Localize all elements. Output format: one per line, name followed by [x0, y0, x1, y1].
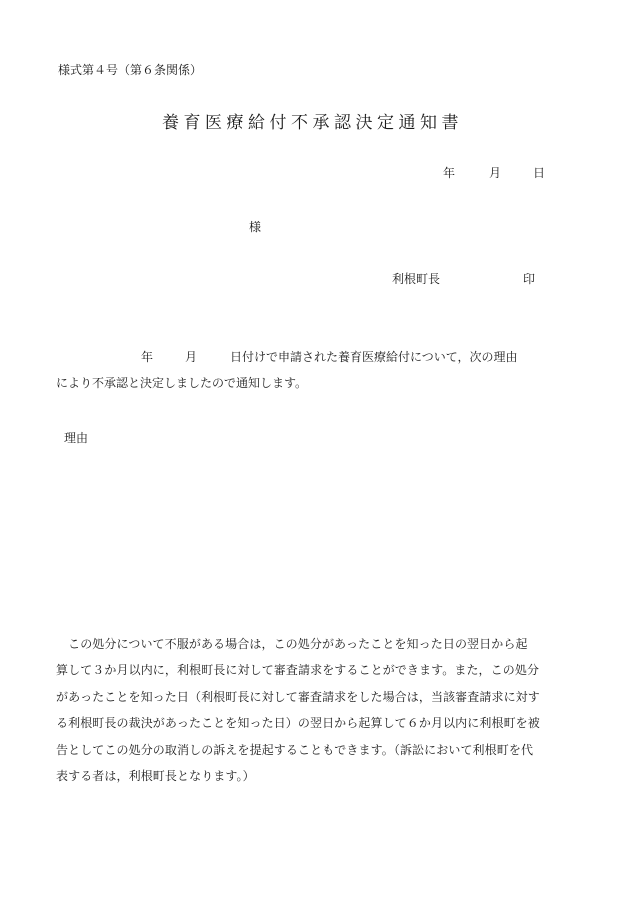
date-day-label: 日: [533, 166, 546, 180]
seal-mark: 印: [523, 272, 536, 286]
form-number: 様式第４号（第６条関係）: [58, 63, 203, 77]
notice-line: る利根町長の裁決があったことを知った日）の翌日から起算して６か月以内に利根町を被: [56, 716, 540, 731]
date-year-label: 年: [443, 166, 456, 180]
notice-line: この処分について不服がある場合は，この処分があったことを知った日の翌日から起: [56, 637, 528, 651]
application-month-label: 月: [185, 350, 198, 364]
sender-name: 利根町長: [392, 272, 441, 286]
notice-line: 表する者は，利根町長となります。）: [56, 768, 255, 783]
notice-line: があったことを知った日（利根町長に対して審査請求をした場合は，当該審査請求に対す: [56, 689, 540, 704]
body-paragraph-line-2: により不承認と決定しましたので通知します。: [56, 376, 308, 390]
body-line-1-text: 日付けで申請された養育医療給付について，次の理由: [230, 350, 518, 364]
notice-line: 算して３か月以内に，利根町長に対して審査請求をすることができます。また，この処分: [56, 663, 540, 678]
appeal-notice: [56, 637, 576, 795]
addressee-honorific: 様: [249, 220, 262, 234]
reason-label: 理由: [64, 431, 89, 445]
document-title: 養育医療給付不承認決定通知書: [162, 113, 463, 133]
application-year-label: 年: [141, 350, 154, 364]
date-month-label: 月: [489, 166, 502, 180]
notice-line: 告としてこの処分の取消しの訴えを提起することもできます。（訴訟において利根町を代: [56, 742, 534, 757]
body-paragraph-line-1: [0, 351, 630, 365]
